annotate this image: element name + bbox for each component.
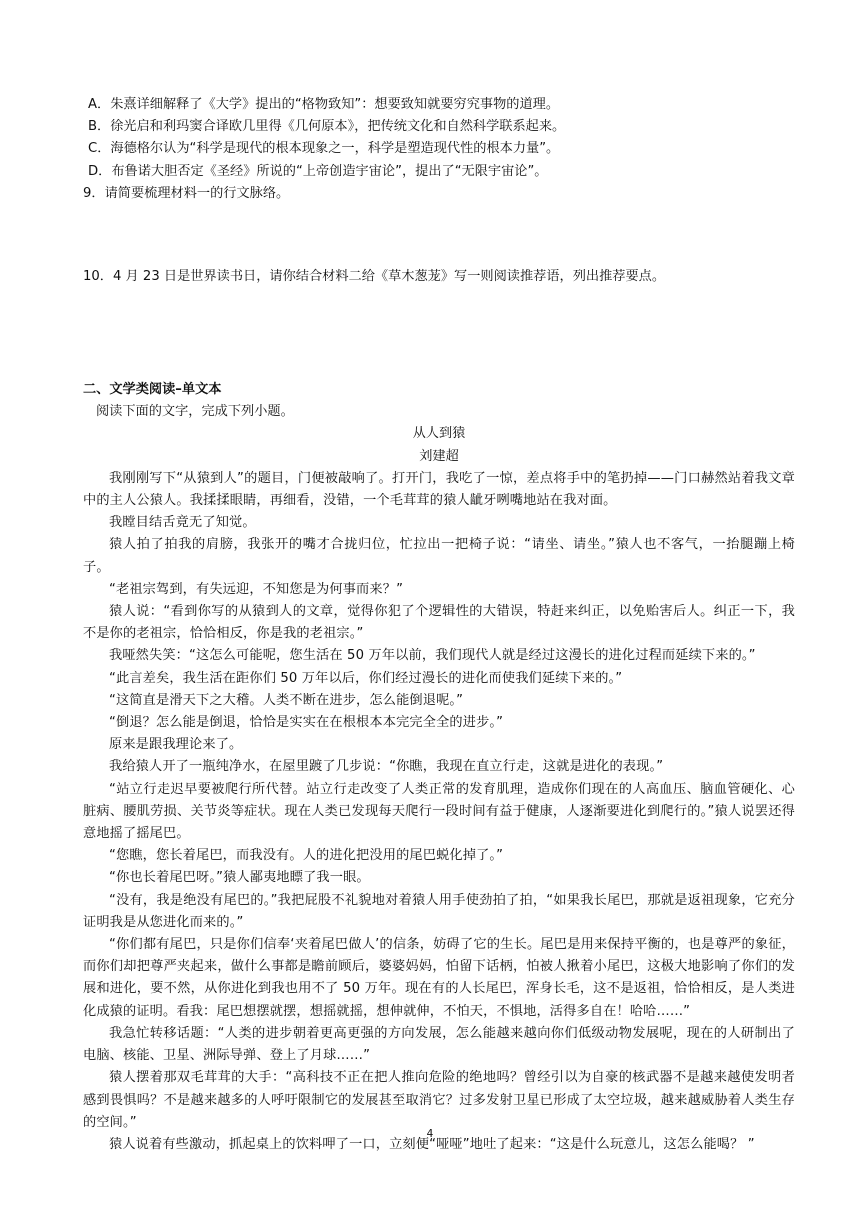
story-title: 从人到猿 [412, 426, 466, 442]
story-paragraph: 猿人说着有些激动，抓起桌上的饮料呷了一口，立刻便“哑哑”地吐了起来：“这是什么玩意儿，这怎么能喝？ ” [109, 1136, 755, 1152]
story-paragraph: 我瞠目结舌竟无了知觉。 [109, 515, 256, 531]
story-paragraph: “此言差矣，我生活在距你们 50 万年以后，你们经过漫长的进化而使我们延续下来的。” [109, 670, 623, 686]
option-b: B．徐光启和利玛窦合译欧几里得《几何原本》，把传统文化和自然科学联系起来。 [88, 119, 566, 135]
story-body [83, 468, 795, 1156]
section-heading: 二、文学类阅读–单文本 [83, 382, 222, 397]
section-instruction: 阅读下面的文字，完成下列小题。 [96, 404, 294, 420]
story-paragraph: “这简直是滑天下之大稽。人类不断在进步，怎么能倒退呢。” [109, 692, 464, 708]
story-paragraph: 猿人摆着那双毛茸茸的大手：“高科技不正在把人推向危险的绝地吗？曾经引以为自豪的核武器不是越来越使发明者感到畏惧吗？不是越来越多的人呼吁限制它的发展甚至取消它？过多发射卫星已形成了太空垃圾，越来越威胁着人类生存的空间。” [83, 1070, 795, 1130]
options-block [83, 94, 795, 205]
story-paragraph: 我哑然失笑：“这怎么可能呢，您生活在 50 万年以前，我们现代人就是经过这漫长的进化过程而延续下来的。” [109, 648, 756, 664]
reading-section [83, 379, 795, 1156]
story-paragraph: “老祖宗驾到，有失远迎，不知您是为何事而来？” [109, 581, 404, 597]
story-paragraph: 猿人说：“看到你写的从猿到人的文章，觉得你犯了个逻辑性的大错误，特赶来纠正，以免贻害后人。纠正一下，我不是你的老祖宗，恰恰相反，你是我的老祖宗。” [83, 604, 795, 642]
option-c: C．海德格尔认为“科学是现代的根本现象之一，科学是塑造现代性的根本力量”。 [88, 141, 560, 157]
page-number: 4 [426, 1128, 434, 1140]
story-paragraph: 我刚刚写下“从猿到人”的题目，门便被敲响了。打开门，我吃了一惊，差点将手中的笔扔掉——门口赫然站着我文章中的主人公猿人。我揉揉眼睛，再细看，没错，一个毛茸茸的猿人龇牙咧嘴地站在我对面。 [83, 470, 795, 509]
story-paragraph: 原来是跟我理论来了。 [109, 737, 243, 753]
question-9: 9．请简要梳理材料一的行文脉络。 [83, 185, 290, 201]
story-paragraph: 我给猿人开了一瓶纯净水，在屋里踱了几步说：“你瞧，我现在直立行走，这就是进化的表现。” [109, 759, 664, 775]
story-paragraph: 我急忙转移话题：“人类的进步朝着更高更强的方向发展，怎么能越来越向你们低级动物发展呢，现在的人研制出了电脑、核能、卫星、洲际导弹、登上了月球……” [83, 1025, 795, 1064]
story-paragraph: “你们都有尾巴，只是你们信奉‘夹着尾巴做人’的信条，妨碍了它的生长。尾巴是用来保持平衡的，也是尊严的象征，而你们却把尊严夹起来，做什么事都是瞻前顾后，婆婆妈妈，怕留下话柄，怕被人揪着小尾巴，这极大地影响了你们的发展和进化，要不然，从你进化到我也用不了 50 万年。现在有的人长尾巴，浑身长毛，这不是返祖，恰恰相反，是人类进化成猿的证明。看我：尾巴想摆就摆，想摇就摇，想伸就伸，不怕天，不惧地，活得多自在！哈哈……” [83, 937, 795, 1019]
story-paragraph: “你也长着尾巴呀。”猿人鄙夷地瞟了我一眼。 [109, 870, 370, 886]
story-paragraph: “站立行走迟早要被爬行所代替。站立行走改变了人类正常的发育肌理，造成你们现在的人高血压、脑血管硬化、心脏病、腰肌劳损、关节炎等症状。现在人类已发现每天爬行一段时间有益于健康，人逐渐要进化到爬行的。”猿人说罢还得意地摇了摇尾巴。 [83, 781, 795, 842]
story-paragraph: “没有，我是绝没有尾巴的。”我把屁股不礼貌地对着猿人用手使劲拍了拍，“如果我长尾巴，那就是返祖现象，它充分证明我是从您进化而来的。” [83, 892, 795, 930]
story-paragraph: “倒退？怎么能是倒退，恰恰是实实在在根根本本完完全全的进步。” [109, 715, 504, 731]
story-paragraph: 猿人拍了拍我的肩膀，我张开的嘴才合拢归位，忙拉出一把椅子说：“请坐、请坐。”猿人也不客气，一抬腿蹦上椅子。 [83, 537, 795, 575]
story-author: 刘建超 [419, 448, 459, 464]
option-a: A．朱熹详细解释了《大学》提出的“格物致知”：想要致知就要穷究事物的道理。 [88, 97, 560, 112]
story-paragraph: “您瞧，您长着尾巴，而我没有。人的进化把没用的尾巴蜕化掉了。” [109, 848, 504, 864]
option-d: D．布鲁诺大胆否定《圣经》所说的“上帝创造宇宙论”，提出了“无限宇宙论”。 [88, 163, 548, 179]
question-10-block [83, 266, 795, 288]
question-10: 10．4 月 23 日是世界读书日，请你结合材料二给《草木葱茏》写一则阅读推荐语，列出推荐要点。 [83, 269, 666, 284]
